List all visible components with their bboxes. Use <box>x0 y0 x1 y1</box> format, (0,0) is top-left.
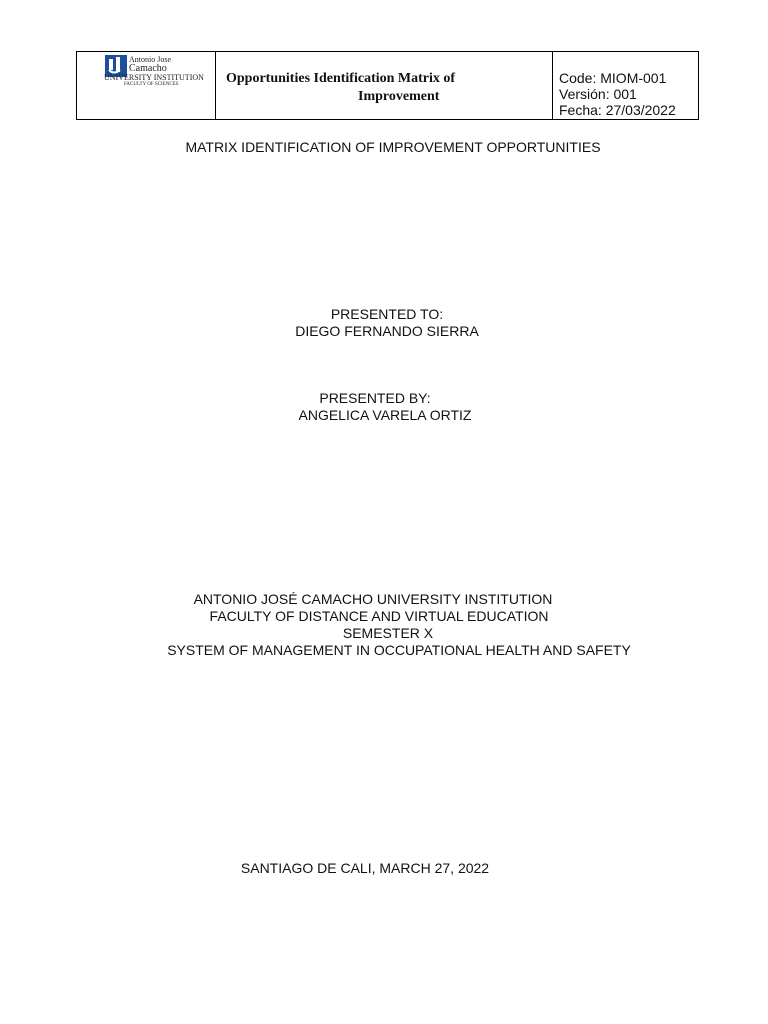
faculty-name: FACULTY OF DISTANCE AND VIRTUAL EDUCATION <box>209 608 549 624</box>
logo-line4: FACULTY OF SCIENCES <box>124 82 179 87</box>
presented-by-label: PRESENTED BY: <box>319 390 431 406</box>
place-and-date: SANTIAGO DE CALI, MARCH 27, 2022 <box>240 860 490 876</box>
header-title-cell <box>216 52 553 119</box>
document-header-table <box>76 51 699 120</box>
presented-to-name: DIEGO FERNANDO SIERRA <box>295 323 479 339</box>
logo-cell <box>77 52 216 119</box>
program-name: SYSTEM OF MANAGEMENT IN OCCUPATIONAL HEALTH AND SAFETY <box>167 642 631 658</box>
main-title: MATRIX IDENTIFICATION OF IMPROVEMENT OPPORTUNITIES <box>185 139 601 155</box>
logo-wordmark <box>104 56 204 87</box>
header-title-line2: Improvement <box>358 89 440 104</box>
presented-to-label: PRESENTED TO: <box>330 306 444 322</box>
logo-line1: Antonio Jose <box>129 55 171 64</box>
header-meta-cell <box>553 52 698 119</box>
document-version: Versión: 001 <box>559 86 637 102</box>
presented-by-name: ANGELICA VARELA ORTIZ <box>298 407 472 423</box>
document-code: Code: MIOM-001 <box>559 70 667 86</box>
logo-line3: UNIVERSITY INSTITUTION <box>104 73 204 82</box>
institution-name: ANTONIO JOSÉ CAMACHO UNIVERSITY INSTITUTION <box>193 591 553 607</box>
logo-line2: Camacho <box>129 63 167 74</box>
document-date: Fecha: 27/03/2022 <box>559 102 676 118</box>
header-title-line1: Opportunities Identification Matrix of <box>226 71 456 86</box>
semester: SEMESTER X <box>342 625 434 641</box>
